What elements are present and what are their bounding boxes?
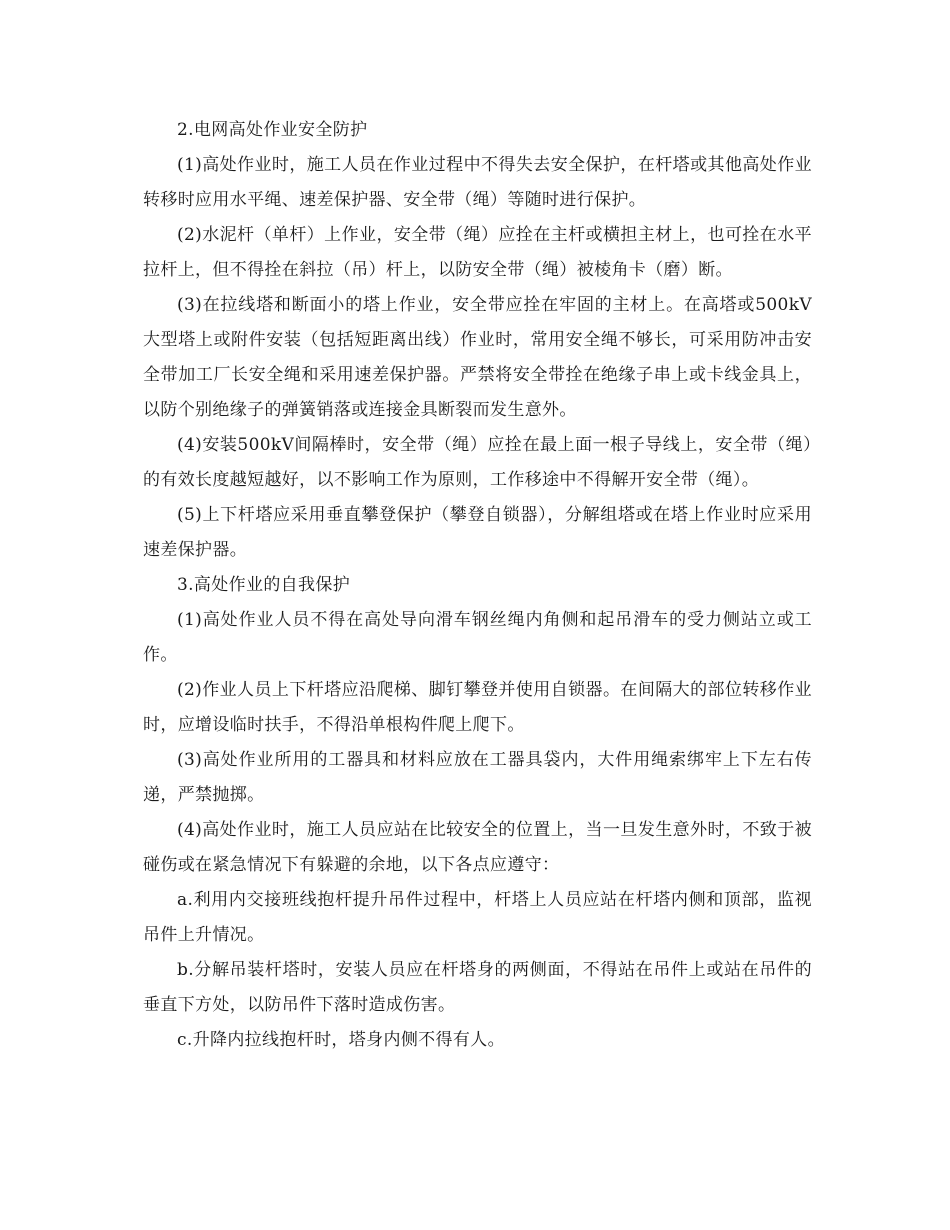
- section-heading-2: 2.电网高处作业安全防护: [177, 120, 368, 140]
- paragraph-3-4: (4)高处作业时，施工人员应站在比较安全的位置上，当一旦发生意外时，不致于被碰伤或在紧急情况下有躲避的余地，以下各点应遵守：: [143, 820, 812, 875]
- list-item-c: c.升降内拉线抱杆时，塔身内侧不得有人。: [177, 1030, 505, 1050]
- paragraph-2-4: (4)安装500kV间隔棒时，安全带（绳）应拴在最上面一根子导线上，安全带（绳）的有效长度越短越好，以不影响工作为原则，工作移途中不得解开安全带（绳）。: [143, 435, 812, 490]
- paragraph-3-2: (2)作业人员上下杆塔应沿爬梯、脚钉攀登并使用自锁器。在间隔大的部位转移作业时，应增设临时扶手，不得沿单根构件爬上爬下。: [143, 680, 812, 735]
- paragraph-2-5: (5)上下杆塔应采用垂直攀登保护（攀登自锁器），分解组塔或在塔上作业时应采用速差保护器。: [143, 505, 812, 560]
- list-item-b: b.分解吊装杆塔时，安装人员应在杆塔身的两侧面，不得站在吊件上或站在吊件的垂直下方处，以防吊件下落时造成伤害。: [143, 960, 812, 1015]
- section-heading-3: 3.高处作业的自我保护: [177, 575, 351, 595]
- paragraph-3-3: (3)高处作业所用的工器具和材料应放在工器具袋内，大件用绳索绑牢上下左右传递，严禁抛掷。: [143, 750, 812, 805]
- paragraph-3-1: (1)高处作业人员不得在高处导向滑车钢丝绳内角侧和起吊滑车的受力侧站立或工作。: [143, 610, 812, 665]
- paragraph-2-3: (3)在拉线塔和断面小的塔上作业，安全带应拴在牢固的主材上。在高塔或500kV大型塔上或附件安装（包括短距离出线）作业时，常用安全绳不够长，可采用防冲击安全带加工厂长安全绳和采用速差保护器。严禁将安全带拴在绝缘子串上或卡线金具上，以防个别绝缘子的弹簧销落或连接金具断裂而发生意外。: [143, 295, 812, 420]
- list-item-a: a.利用内交接班线抱杆提升吊件过程中，杆塔上人员应站在杆塔内侧和顶部，监视吊件上升情况。: [143, 890, 812, 945]
- paragraph-2-1: (1)高处作业时，施工人员在作业过程中不得失去安全保护，在杆塔或其他高处作业转移时应用水平绳、速差保护器、安全带（绳）等随时进行保护。: [143, 155, 812, 210]
- paragraph-2-2: (2)水泥杆（单杆）上作业，安全带（绳）应拴在主杆或横担主材上，也可拴在水平拉杆上，但不得拴在斜拉（吊）杆上，以防安全带（绳）被棱角卡（磨）断。: [143, 225, 812, 280]
